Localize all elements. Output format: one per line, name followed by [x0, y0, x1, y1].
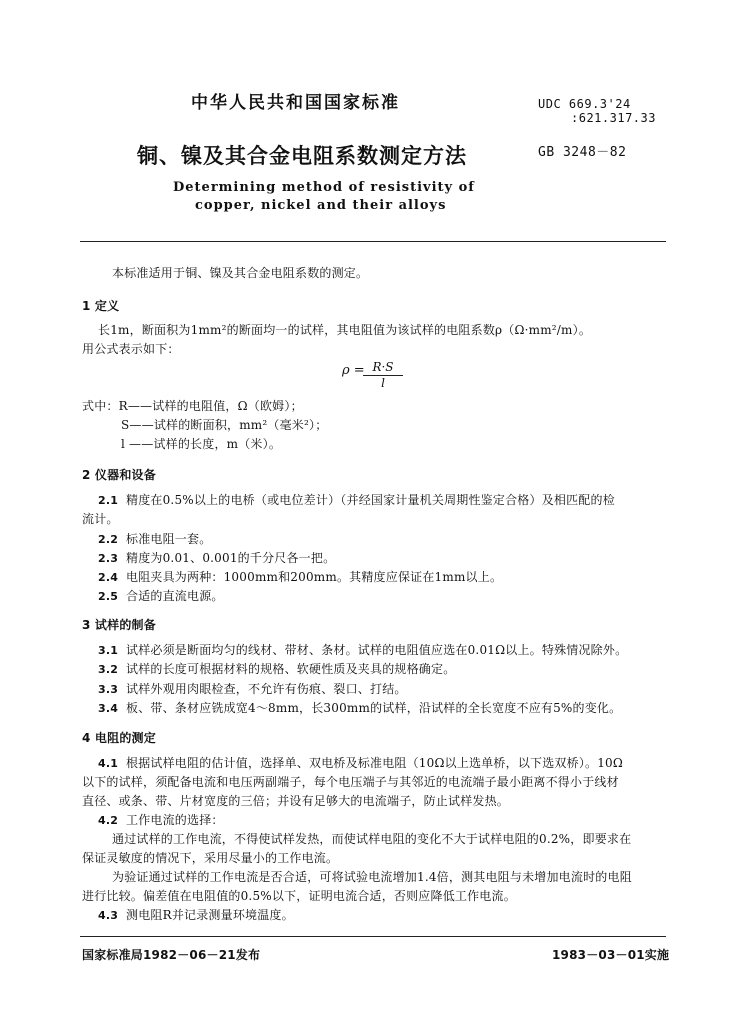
- item-number: 4.2: [98, 814, 119, 827]
- section-4-heading: 4 电阻的测定: [82, 731, 156, 745]
- item-number: 2.5: [98, 590, 119, 603]
- item-number: 2.2: [98, 533, 119, 546]
- formula-denominator: l: [381, 376, 385, 390]
- item-number: 3.4: [98, 702, 119, 715]
- item-text: 板、带、条材应铣成宽4～8mm，长300mm的试样，沿试样的全长宽度不应有5%的变化。: [126, 701, 622, 715]
- list-item: [98, 641, 627, 658]
- formula-numerator: R·S: [363, 360, 403, 376]
- paragraph-4-2-line2: 保证灵敏度的情况下，采用尽量小的工作电流。: [82, 851, 339, 865]
- paragraph-4-2-line3: 为验证通过试样的工作电流是否合适，可将试验电流增加1.4倍，测其电阻与未增加电流时的电阻: [112, 870, 632, 884]
- list-item: [98, 680, 407, 697]
- item-text: 标准电阻一套。: [126, 532, 212, 546]
- item-text: 精度为0.01、0.001的千分尺各一把。: [126, 551, 336, 565]
- paragraph-4-1-line3: 直径、或条、带、片材宽度的三倍；并设有足够大的电流端子，防止试样发热。: [82, 794, 510, 808]
- section-1-para-line1: 长1m，断面积为1mm²的断面均一的试样，其电阻值为该试样的电阻系数ρ（Ω·mm²/m）。: [98, 323, 592, 337]
- item-text: 试样必须是断面均匀的线材、带材、条材。试样的电阻值应选在0.01Ω以上。特殊情况除外。: [126, 643, 628, 657]
- item-text: 合适的直流电源。: [126, 589, 224, 603]
- list-item: [98, 491, 615, 508]
- list-item: [98, 587, 224, 604]
- standard-header: 中华人民共和国国家标准: [191, 93, 400, 113]
- document-title-en-line1: Determining method of resistivity of: [173, 180, 475, 195]
- section-3-heading: 3 试样的制备: [82, 618, 156, 632]
- item-number: 3.1: [98, 644, 119, 657]
- item-number: 3.3: [98, 683, 119, 696]
- section-1-para-line2: 用公式表示如下：: [82, 342, 180, 356]
- paragraph-4-1-line2: 以下的试样，须配备电流和电压两副端子，每个电压端子与其邻近的电流端子最小距离不得小于线材: [82, 775, 619, 789]
- item-text: 工作电流的选择：: [126, 813, 224, 827]
- definition-l: l ——试样的长度，m（米）。: [121, 437, 282, 451]
- item-text: 根据试样电阻的估计值，选择单、双电桥及标准电阻（10Ω以上选单桥，以下选双桥）。10Ω: [126, 756, 624, 770]
- list-item-continuation: 流计。: [82, 512, 119, 526]
- udc-code-line1: UDC 669.3'24: [538, 97, 631, 111]
- item-text: 试样的长度可根据材料的规格、软硬性质及夹具的规格确定。: [126, 662, 456, 676]
- item-text: 精度在0.5%以上的电桥（或电位差计）（并经国家计量机关周期性鉴定合格）及相匹配的检: [126, 493, 615, 507]
- gb-number: GB 3248－82: [538, 145, 627, 160]
- list-item: [98, 530, 211, 547]
- definition-R: 式中：R——试样的电阻值，Ω（欧姆）；: [82, 399, 303, 413]
- paragraph-4-3: [98, 906, 294, 923]
- udc-code-line2: :621.317.33: [571, 111, 656, 125]
- item-text: 测电阻R并记录测量环境温度。: [126, 908, 294, 922]
- formula-lhs: ρ =: [342, 363, 365, 378]
- issued-date: 国家标准局1982－06－21发布: [82, 948, 261, 962]
- paragraph-4-2-line1: 通过试样的工作电流，不得使试样发热，而使试样电阻的变化不大于试样电阻的0.2%，即要求在: [112, 832, 632, 846]
- document-title-en-line2: copper, nickel and their alloys: [195, 198, 447, 213]
- item-number: 2.1: [98, 494, 119, 507]
- footer-divider: [80, 936, 666, 937]
- formula-fraction: [363, 360, 403, 390]
- list-item: [98, 549, 335, 566]
- header-divider: [80, 241, 666, 242]
- paragraph-4-2-line4: 进行比较。偏差值在电阻值的0.5%以下，证明电流合适，否则应降低工作电流。: [82, 889, 516, 903]
- effective-date: 1983－03－01实施: [552, 948, 670, 962]
- list-item: [98, 568, 502, 585]
- item-number: 4.1: [98, 757, 119, 770]
- item-number: 2.3: [98, 552, 119, 565]
- paragraph-4-1-line1: [98, 754, 623, 771]
- item-number: 4.3: [98, 909, 119, 922]
- item-text: 试样外观用肉眼检查，不允许有伤痕、裂口、打结。: [126, 682, 407, 696]
- definition-S: S——试样的断面积，mm²（毫米²）；: [121, 418, 328, 432]
- item-text: 电阻夹具为两种：1000mm和200mm。其精度应保证在1mm以上。: [126, 570, 503, 584]
- paragraph-4-2-title: [98, 811, 224, 828]
- intro-paragraph: 本标准适用于铜、镍及其合金电阻系数的测定。: [112, 266, 369, 280]
- document-title-cn: 铜、镍及其合金电阻系数测定方法: [137, 144, 467, 168]
- item-number: 3.2: [98, 663, 119, 676]
- item-number: 2.4: [98, 571, 119, 584]
- section-2-heading: 2 仪器和设备: [82, 468, 156, 482]
- section-1-heading: 1 定义: [82, 299, 120, 313]
- list-item: [98, 699, 621, 716]
- list-item: [98, 660, 455, 677]
